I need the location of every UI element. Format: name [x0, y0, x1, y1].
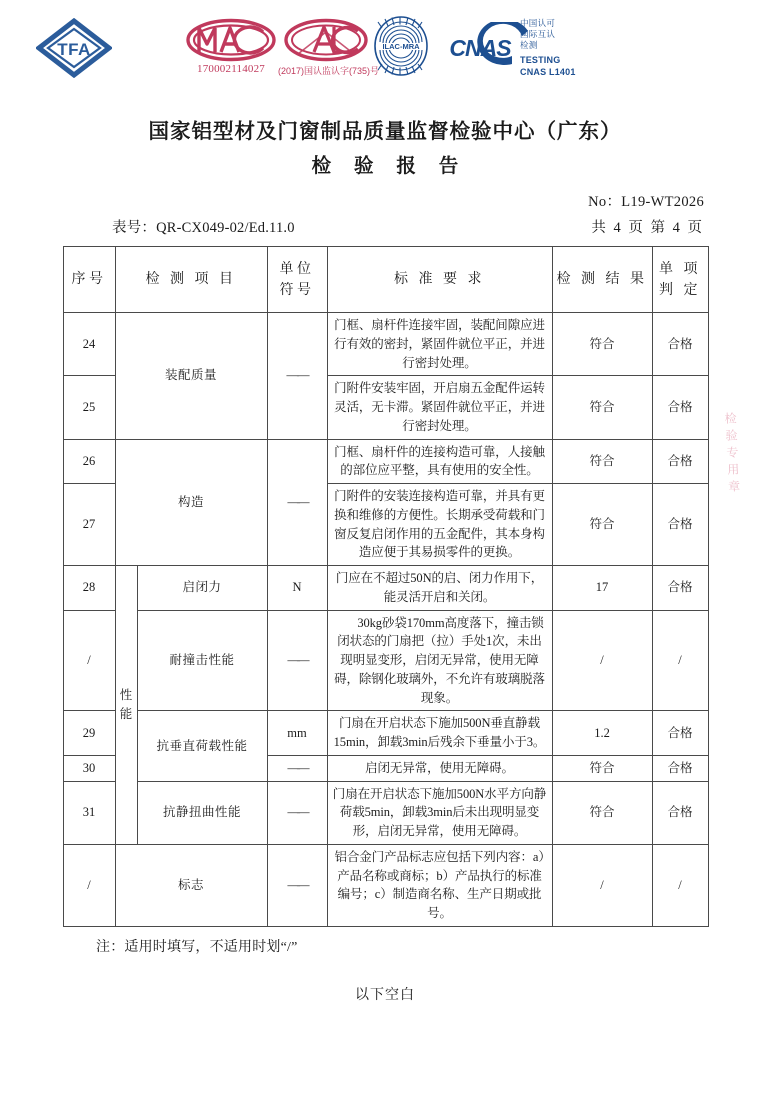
table-header-row — [63, 247, 708, 313]
cnas-cn-line-1: 中国认可 — [520, 18, 556, 28]
col-header-seq: 序号 — [63, 247, 115, 313]
cell-result: 符合 — [552, 781, 652, 844]
cell-verdict: 合格 — [652, 313, 708, 376]
blank-below-note: 以下空白 — [355, 987, 415, 1003]
cell-verdict: 合格 — [652, 376, 708, 439]
cell-verdict: 合格 — [652, 755, 708, 781]
tfa-logo — [36, 18, 112, 78]
cell-standard: 门扇在开启状态下施加500N垂直静载15min，卸载3min后残余下垂量小于3。 — [327, 711, 552, 756]
cell-unit: —— — [267, 313, 327, 440]
cell-verdict: 合格 — [652, 484, 708, 566]
table-row — [63, 844, 708, 926]
col-header-result: 检 测 结 果 — [552, 247, 652, 313]
meta-row — [0, 216, 770, 237]
cell-seq: 30 — [63, 755, 115, 781]
report-number: No：L19-WT2026 — [588, 194, 704, 210]
cell-standard: 启闭无异常，使用无障碍。 — [327, 755, 552, 781]
cell-seq: 26 — [63, 439, 115, 484]
cell-seq: 24 — [63, 313, 115, 376]
svg-text:ILAC-MRA: ILAC-MRA — [382, 42, 420, 51]
cell-item: 抗垂直荷载性能 — [137, 711, 267, 781]
cnas-cn-line-3: 检测 — [520, 40, 538, 51]
svg-text:CNAS: CNAS — [449, 35, 511, 61]
cell-item-group: 标志 — [115, 844, 267, 926]
cnas-mark-icon — [440, 22, 530, 70]
cell-unit: N — [267, 566, 327, 611]
cell-result: 17 — [552, 566, 652, 611]
cma-number: 170002114027 — [197, 63, 265, 75]
cell-verdict: 合格 — [652, 439, 708, 484]
cma-logo — [185, 18, 277, 80]
cell-seq: 27 — [63, 484, 115, 566]
col-header-item: 检 测 项 目 — [115, 247, 267, 313]
cell-verdict: 合格 — [652, 781, 708, 844]
cnas-accreditation-text — [520, 18, 640, 78]
cell-seq: 25 — [63, 376, 115, 439]
cell-unit: mm — [267, 711, 327, 756]
cell-result: 符合 — [552, 755, 652, 781]
cell-unit: —— — [267, 755, 327, 781]
cell-standard: 门应在不超过50N的启、闭力作用下，能灵活开启和关闭。 — [327, 566, 552, 611]
cell-item: 启闭力 — [137, 566, 267, 611]
form-number: 表号：QR-CX049-02/Ed.11.0 — [112, 220, 295, 236]
cell-verdict: / — [652, 610, 708, 711]
table-note: 注：适用时填写，不适用时划“/” — [96, 939, 298, 955]
cell-standard: 铝合金门产品标志应包括下列内容：a）产品名称或商标；b）产品执行的标准编号；c）制造商名称、生产日期或批号。 — [327, 844, 552, 926]
cell-result: 符合 — [552, 313, 652, 376]
cell-verdict: 合格 — [652, 566, 708, 611]
cal-number: (2017)国认监认字(735)号 — [278, 66, 380, 76]
cell-result: 1.2 — [552, 711, 652, 756]
col-header-verdict-line1: 单 项 — [659, 261, 701, 277]
cell-seq: 28 — [63, 566, 115, 611]
table-row — [63, 566, 708, 611]
cell-item-group: 装配质量 — [115, 313, 267, 440]
cnas-en-line-2: CNAS L1401 — [520, 66, 576, 77]
cell-seq: / — [63, 844, 115, 926]
cell-standard: 门框、扇杆件连接牢固，装配间隙应进行有效的密封，紧固件就位平正，并进行密封处理。 — [327, 313, 552, 376]
ilac-mra-logo — [372, 16, 430, 76]
cnas-en-line-1: TESTING — [520, 54, 561, 65]
table-row — [63, 439, 708, 484]
cell-result: / — [552, 610, 652, 711]
cell-standard: 门附件的安装连接构造可靠，并具有更换和维修的方便性。长期承受荷载和门窗反复启闭作用的五金配件，其本身构造应便于其易损零件的更换。 — [327, 484, 552, 566]
col-header-standard: 标 准 要 求 — [327, 247, 552, 313]
inspection-results-table — [63, 246, 708, 927]
page-title: 国家铝型材及门窗制品质量监督检验中心（广东） — [148, 121, 622, 143]
cell-seq: 29 — [63, 711, 115, 756]
page-subtitle: 检 验 报 告 — [311, 156, 468, 177]
cell-standard: 门附件安装牢固，开启扇五金配件运转灵活，无卡滞。紧固件就位平正，并进行密封处理。 — [327, 376, 552, 439]
col-header-verdict-line2: 判 定 — [659, 282, 701, 298]
cell-seq: 31 — [63, 781, 115, 844]
col-header-unit-line2: 符号 — [279, 282, 315, 298]
cell-standard: 30kg砂袋170mm高度落下，撞击锁闭状态的门扇把（拉）手处1次，未出现明显变形，启闭无异常，使用无障碍，除钢化玻璃外，不允许有玻璃脱落现象。 — [327, 610, 552, 711]
certification-logo-bar — [0, 0, 770, 92]
cell-result: 符合 — [552, 484, 652, 566]
cnas-cn-line-2: 国际互认 — [520, 29, 556, 40]
inspection-stamp — [724, 412, 758, 577]
cell-unit: —— — [267, 610, 327, 711]
cell-category-label: 性能 — [119, 688, 133, 721]
cell-seq: / — [63, 610, 115, 711]
cell-unit: —— — [267, 781, 327, 844]
cell-unit: —— — [267, 439, 327, 566]
inspection-stamp-text: 检验专用章 — [722, 411, 742, 498]
table-row — [63, 781, 708, 844]
page-count: 共 4 页 第 4 页 — [591, 220, 704, 236]
col-header-unit-line1: 单位 — [279, 261, 315, 277]
cell-verdict: / — [652, 844, 708, 926]
table-row — [63, 313, 708, 376]
cell-item-group: 构造 — [115, 439, 267, 566]
cell-verdict: 合格 — [652, 711, 708, 756]
cell-standard: 门扇在开启状态下施加500N水平方向静荷载5min，卸载3min后未出现明显变形，启闭无异常，使用无障碍。 — [327, 781, 552, 844]
cal-logo — [278, 18, 380, 80]
table-row — [63, 610, 708, 711]
cell-result: 符合 — [552, 439, 652, 484]
table-row — [63, 711, 708, 756]
col-header-verdict — [652, 247, 708, 313]
cell-result: 符合 — [552, 376, 652, 439]
cell-item: 耐撞击性能 — [137, 610, 267, 711]
cell-item: 抗静扭曲性能 — [137, 781, 267, 844]
svg-text:TFA: TFA — [57, 40, 91, 59]
cell-category-performance — [115, 566, 137, 845]
cell-standard: 门框、扇杆件的连接构造可靠，人接触的部位应平整，具有使用的安全性。 — [327, 439, 552, 484]
cell-result: / — [552, 844, 652, 926]
col-header-unit — [267, 247, 327, 313]
cell-unit: —— — [267, 844, 327, 926]
